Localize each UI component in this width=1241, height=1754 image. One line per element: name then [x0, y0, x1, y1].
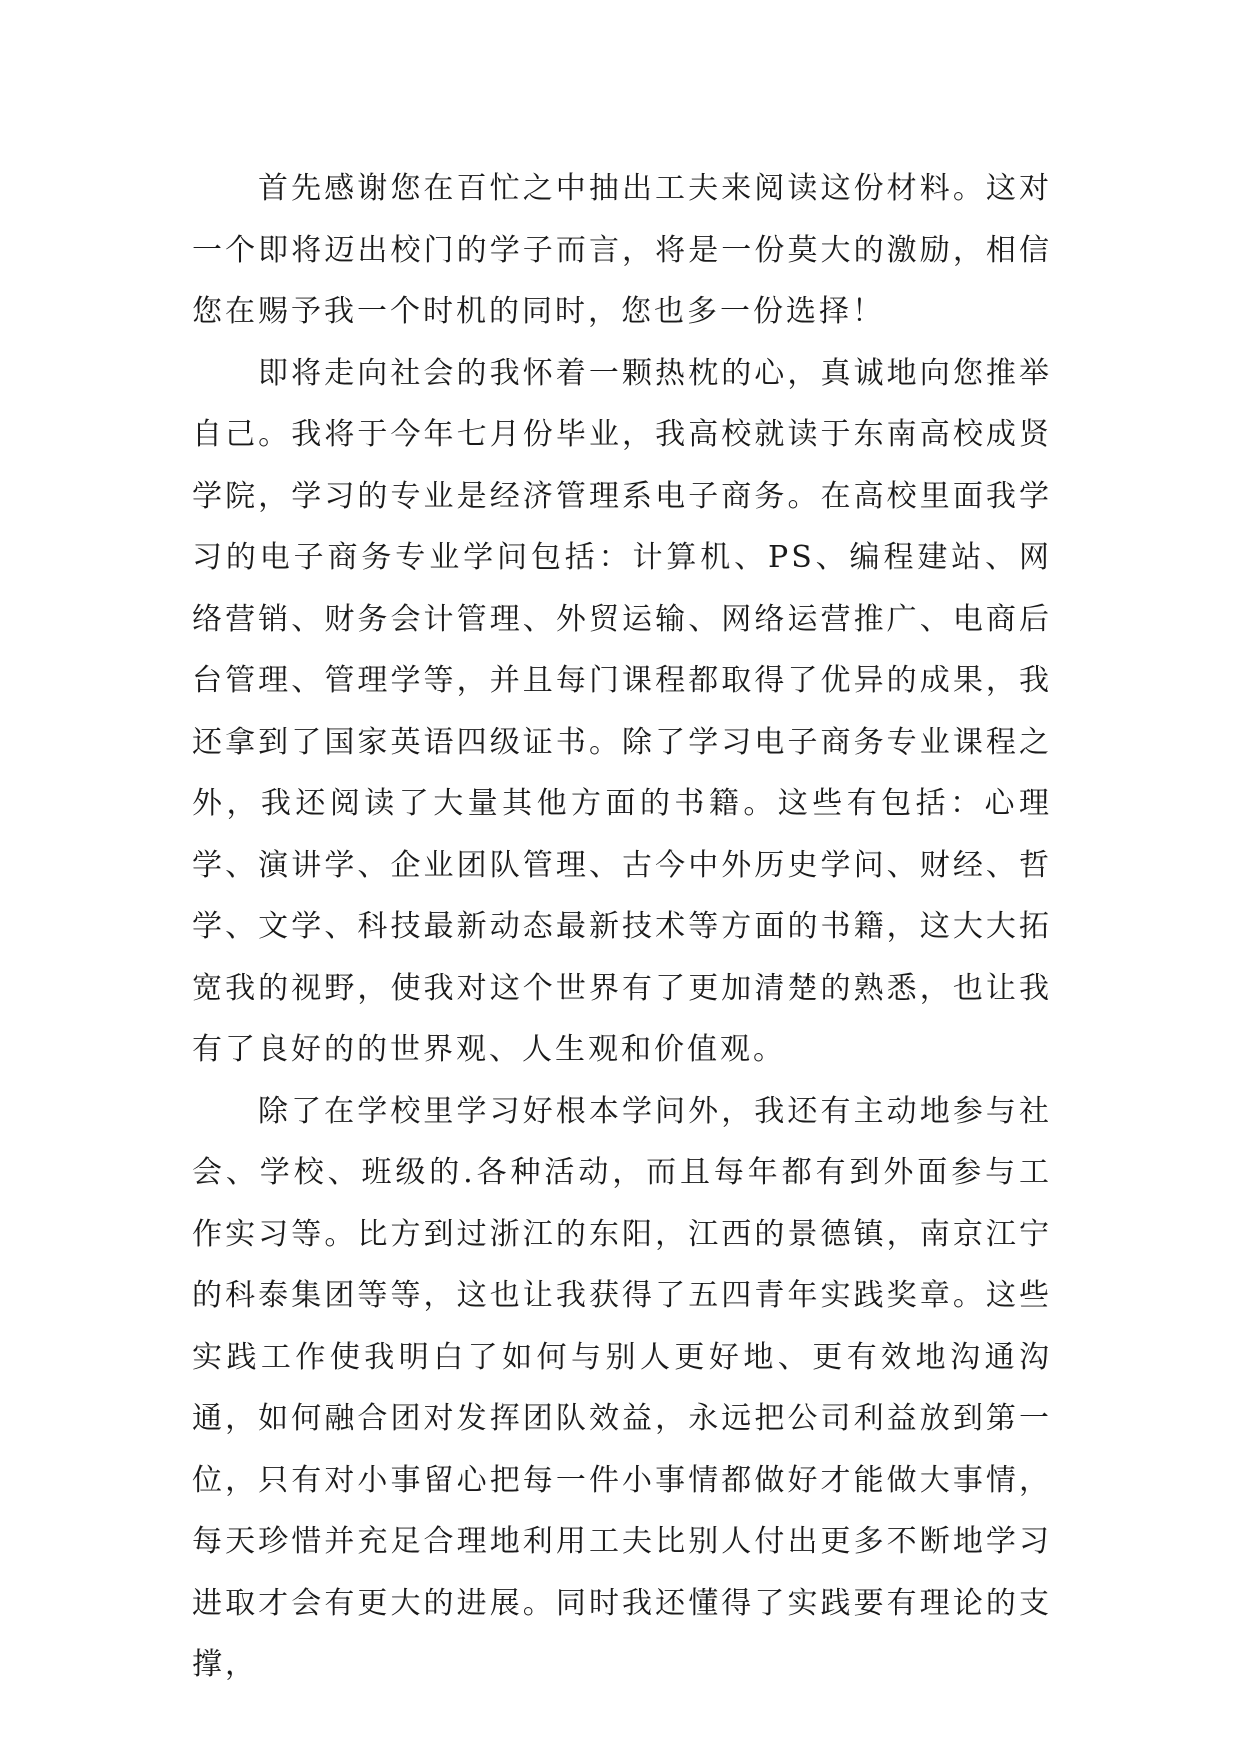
document-body: [192, 158, 1052, 1696]
paragraph-3: 除了在学校里学习好根本学问外，我还有主动地参与社会、学校、班级的.各种活动，而且每年都有到外面参与工作实习等。比方到过浙江的东阳，江西的景德镇，南京江宁的科泰集团等等，这也让我获得了五四青年实践奖章。这些实践工作使我明白了如何与别人更好地、更有效地沟通沟通，如何融合团对发挥团队效益，永远把公司利益放到第一位，只有对小事留心把每一件小事情都做好才能做大事情，每天珍惜并充足合理地利用工夫比别人付出更多不断地学习进取才会有更大的进展。同时我还懂得了实践要有理论的支撑，: [192, 1093, 1052, 1682]
paragraph-1: 首先感谢您在百忙之中抽出工夫来阅读这份材料。这对一个即将迈出校门的学子而言，将是一份莫大的激励，相信您在赐予我一个时机的同时，您也多一份选择！: [192, 171, 1052, 329]
paragraph-2: 即将走向社会的我怀着一颗热枕的心，真诚地向您推举自己。我将于今年七月份毕业，我高校就读于东南高校成贤学院，学习的专业是经济管理系电子商务。在高校里面我学习的电子商务专业学问包括：计算机、PS、编程建站、网络营销、财务会计管理、外贸运输、网络运营推广、电商后台管理、管理学等，并且每门课程都取得了优异的成果，我还拿到了国家英语四级证书。除了学习电子商务专业课程之外，我还阅读了大量其他方面的书籍。这些有包括：心理学、演讲学、企业团队管理、古今中外历史学问、财经、哲学、文学、科技最新动态最新技术等方面的书籍，这大大拓宽我的视野，使我对这个世界有了更加清楚的熟悉，也让我有了良好的的世界观、人生观和价值观。: [192, 355, 1052, 1067]
